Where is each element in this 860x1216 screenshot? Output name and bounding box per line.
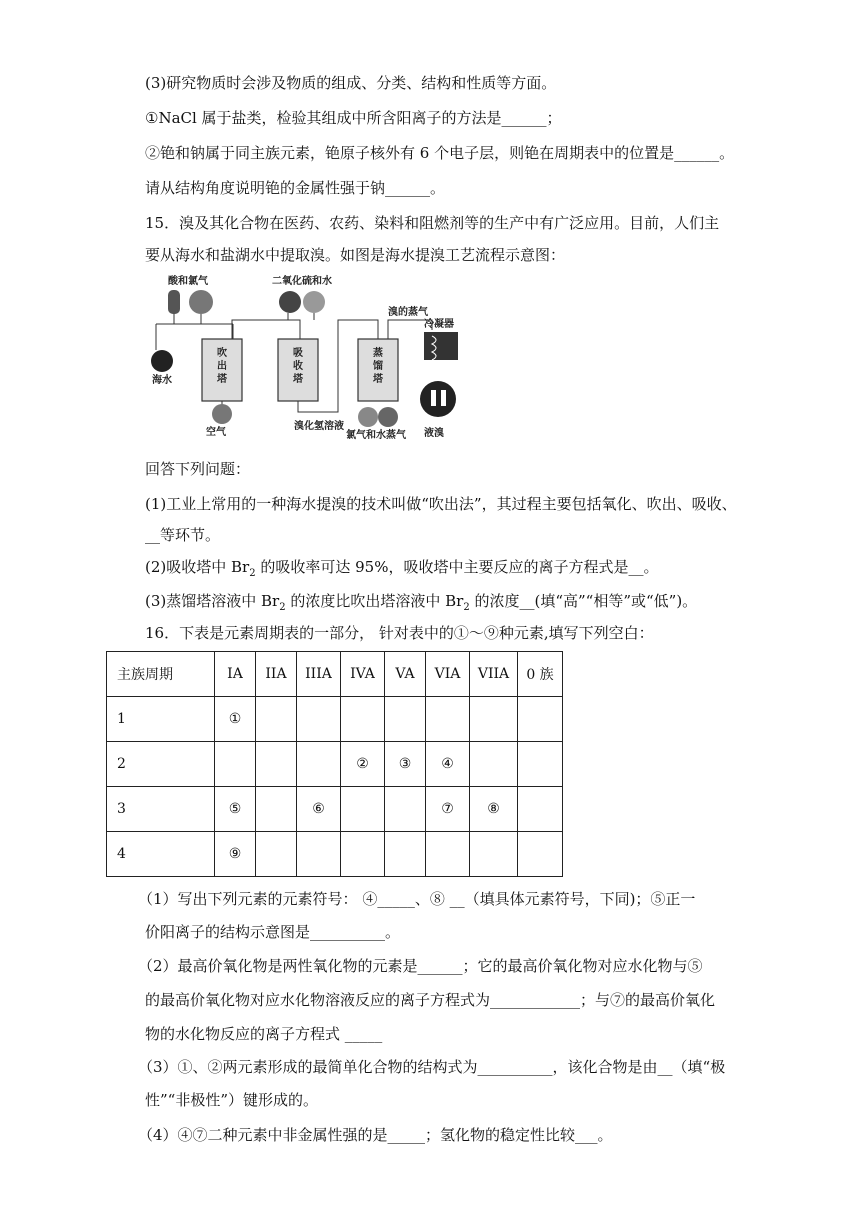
table-cell [518,832,563,877]
diagram-label: 液溴 [424,428,444,439]
table-cell [470,697,518,742]
table-header: IIA [256,652,297,697]
periodic-table [106,651,563,877]
text-line: (3)研究物质时会涉及物质的组成、分类、结构和性质等方面。 [145,74,557,92]
table-cell [470,742,518,787]
question-16: 16．下表是元素周期表的一部分， 针对表中的①～⑨种元素,填写下列空白： [145,624,654,642]
bromine-process-diagram [148,272,470,440]
flask-icon [378,407,398,427]
table-cell [385,697,426,742]
table-cell [518,697,563,742]
diagram-label: 溴的蒸气 [388,307,428,318]
table-cell [297,742,341,787]
table-cell [341,787,385,832]
table-cell [341,832,385,877]
table-header: 0 族 [518,652,563,697]
diagram-label: 酸和氯气 [168,276,208,287]
text-line: （4）④⑦二种元素中非金属性强的是_____；氢化物的稳定性比较___。 [138,1126,613,1144]
cloud-icon [189,290,213,314]
table-header: VIA [426,652,470,697]
table-header: IA [215,652,256,697]
flask-icon [279,291,301,313]
table-cell: ⑥ [297,787,341,832]
flask-icon [358,407,378,427]
seawater-icon [151,350,173,372]
diagram-label: 冷凝器 [424,319,454,330]
table-cell: ④ [426,742,470,787]
air-icon [212,404,232,424]
diagram-label: 二氧化硫和水 [272,276,332,287]
table-cell [518,742,563,787]
table-cell [470,832,518,877]
text-line: 要从海水和盐湖水中提取溴。如图是海水提溴工艺流程示意图： [145,246,566,264]
table-header: IVA [341,652,385,697]
table-header: VA [385,652,426,697]
tower-label: 塔 [293,374,303,385]
text-line: （1）写出下列元素的元素符号： ④_____、⑧ __（填具体元素符号，下同)；⑤正一 [138,890,696,908]
table-cell: ① [215,697,256,742]
diagram-label: 海水 [152,375,172,386]
flask-icon [303,291,325,313]
question-15: 15．溴及其化合物在医药、农药、染料和阻燃剂等的生产中有广泛应用。目前，人们主 [145,214,720,232]
diagram-label: 空气 [206,427,226,438]
table-cell [385,787,426,832]
table-header: IIIA [297,652,341,697]
liquid-bromine-icon [420,381,456,417]
table-cell: ⑤ [215,787,256,832]
table-header-row [107,652,563,697]
table-cell: ② [341,742,385,787]
text-line: ①NaCl 属于盐类，检验其组成中所含阳离子的方法是______； [145,109,562,127]
text-line: (3)蒸馏塔溶液中 $Br_2$ 的浓度比吹出塔溶液中 $Br_2$ 的浓度__(填“高”“相等”或“低”)。 [145,592,698,613]
table-cell [518,787,563,832]
table-cell [256,787,297,832]
text-line: (1)工业上常用的一种海水提溴的技术叫做“吹出法”，其过程主要包括氧化、吹出、吸收、 [145,495,737,513]
table-row [107,742,563,787]
table-row [107,787,563,832]
tower-label: 吹 [217,348,227,359]
table-cell: ⑧ [470,787,518,832]
table-cell: 3 [107,787,215,832]
diagram-label: 氯气和水蒸气 [346,430,406,440]
condenser-icon [424,332,458,360]
text-line: 性”“非极性”）键形成的。 [145,1091,319,1109]
tower-label: 塔 [217,374,227,385]
table-cell: 1 [107,697,215,742]
tower-label: 吸 [293,348,303,359]
text-line: （2）最高价氧化物是两性氧化物的元素是______；它的最高价氧化物对应水化物与⑤ [138,957,703,975]
table-cell: 2 [107,742,215,787]
table-cell [215,742,256,787]
table-cell [426,697,470,742]
table-header: 主族周期 [107,652,215,697]
text-line: 的最高价氧化物对应水化物溶液反应的离子方程式为____________；与⑦的最高价氧化 [145,991,716,1009]
diagram-label: 溴化氢溶液 [294,421,344,432]
table-cell [341,697,385,742]
text-line: 回答下列问题： [145,460,251,478]
tower-label: 出 [217,361,227,372]
text-line: 价阳离子的结构示意图是__________。 [145,923,401,941]
table-cell: ⑨ [215,832,256,877]
tower-label: 收 [293,361,303,372]
table-cell [297,697,341,742]
text-line: （3）①、②两元素形成的最简单化合物的结构式为__________，该化合物是由__（填“极 [138,1058,726,1076]
table-cell: ⑦ [426,787,470,832]
table-cell [297,832,341,877]
bottle-icon [168,290,180,314]
text-line: 物的水化物反应的离子方程式 _____ [145,1025,383,1043]
table-cell: ③ [385,742,426,787]
table-cell [385,832,426,877]
text-line: ②铯和钠属于同主族元素，铯原子核外有 6 个电子层，则铯在周期表中的位置是______。 [145,144,735,162]
table-row [107,697,563,742]
table-cell [256,742,297,787]
table-row [107,832,563,877]
tower-label: 馏 [373,361,383,372]
text-line: __等环节。 [145,526,221,544]
text-line: (2)吸收塔中 $Br_2$ 的吸收率可达 95%，吸收塔中主要反应的离子方程式是__。 [145,558,659,579]
tower-label: 塔 [373,374,383,385]
table-cell [256,832,297,877]
table-cell [426,832,470,877]
table-header: VIIA [470,652,518,697]
text-line: 请从结构角度说明铯的金属性强于钠______。 [145,179,446,197]
table-cell [256,697,297,742]
table-cell: 4 [107,832,215,877]
tower-label: 蒸 [373,348,383,359]
